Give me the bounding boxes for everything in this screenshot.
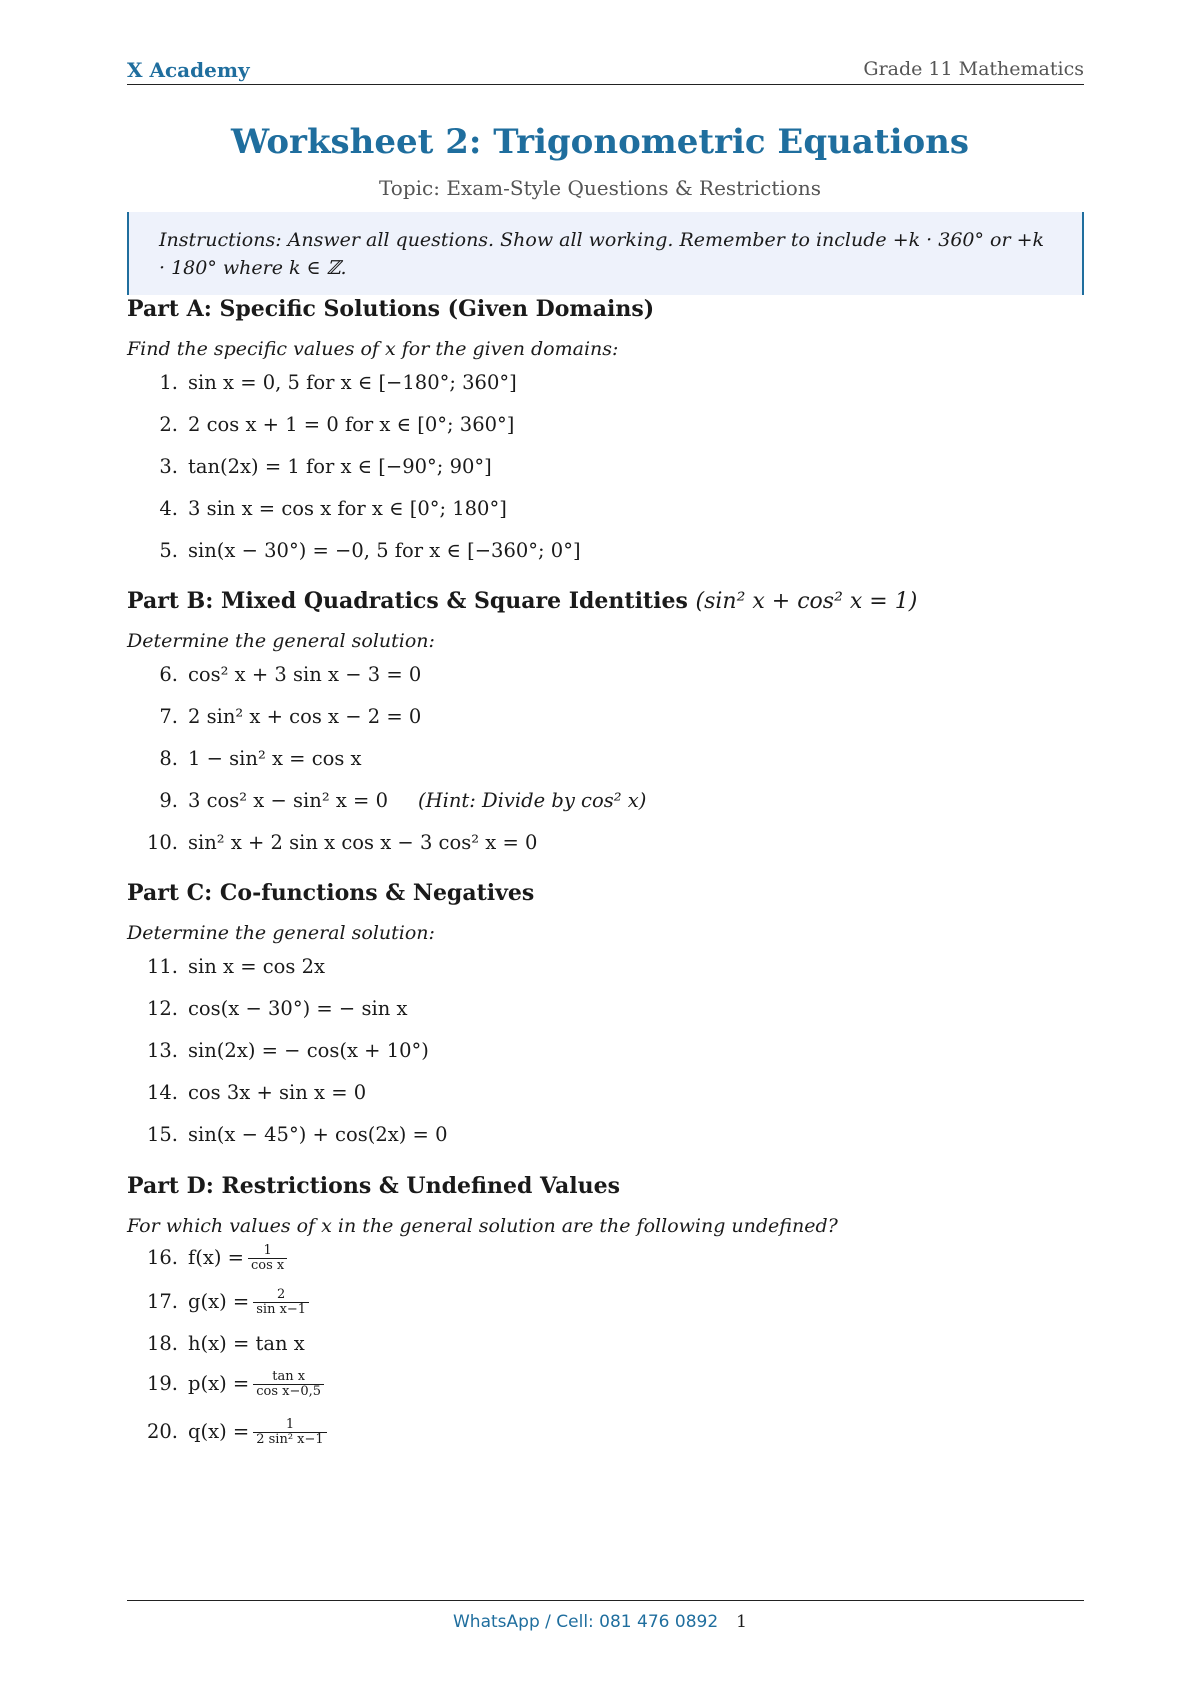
- question-text: 3 sin x = cos x for x ∈ [0°; 180°]: [188, 497, 507, 520]
- question-16: [140, 1244, 287, 1273]
- question-3: [140, 455, 492, 478]
- fraction: [253, 1370, 324, 1399]
- question-number: 15.: [146, 1123, 178, 1146]
- question-number: 16.: [146, 1246, 178, 1269]
- question-text: 2 cos x + 1 = 0 for x ∈ [0°; 360°]: [188, 413, 515, 436]
- denominator: cos x: [250, 1258, 285, 1273]
- question-18: [140, 1332, 305, 1355]
- part-c-heading: Part C: Co-functions & Negatives: [127, 880, 535, 906]
- instructions-box: [127, 212, 1084, 295]
- numerator: 1: [248, 1244, 287, 1259]
- question-text: sin(2x) = − cos(x + 10°): [188, 1039, 429, 1062]
- question-19: [140, 1370, 324, 1399]
- denominator: cos x−0,5: [256, 1384, 322, 1399]
- question-text: 2 sin² x + cos x − 2 = 0: [188, 705, 422, 728]
- course-name: Grade 11 Mathematics: [863, 58, 1084, 80]
- question-20: [140, 1418, 327, 1447]
- numerator: 2: [253, 1288, 309, 1303]
- page-header: [127, 58, 1084, 85]
- question-2: [140, 413, 514, 436]
- question-number: 13.: [146, 1039, 178, 1062]
- question-number: 12.: [146, 997, 178, 1020]
- part-b-heading-identity: (sin² x + cos² x = 1): [695, 589, 918, 614]
- question-1: [140, 371, 517, 394]
- question-6: [140, 663, 421, 686]
- function-lhs: g(x) =: [188, 1290, 250, 1313]
- part-d-lead: For which values of x in the general solution are the following undefined?: [127, 1215, 838, 1237]
- page-number: 1: [736, 1612, 747, 1632]
- question-number: 19.: [146, 1372, 178, 1395]
- part-c-lead: Determine the general solution:: [127, 922, 435, 944]
- question-number: 17.: [146, 1290, 178, 1313]
- question-number: 4.: [159, 497, 178, 520]
- denominator: 2 sin² x−1: [256, 1432, 324, 1447]
- question-text: sin² x + 2 sin x cos x − 3 cos² x = 0: [188, 831, 538, 854]
- question-number: 18.: [146, 1332, 178, 1355]
- part-b-heading: [127, 588, 917, 614]
- numerator: tan x: [253, 1370, 324, 1385]
- question-15: [140, 1123, 447, 1146]
- question-text: sin x = cos 2x: [188, 955, 326, 978]
- question-number: 8.: [159, 747, 178, 770]
- question-12: [140, 997, 407, 1020]
- function-lhs: p(x) =: [188, 1372, 250, 1395]
- question-number: 7.: [159, 705, 178, 728]
- question-9: [140, 789, 646, 812]
- question-number: 20.: [146, 1420, 178, 1443]
- worksheet-title: Worksheet 2: Trigonometric Equations: [230, 122, 970, 162]
- question-17: [140, 1288, 309, 1317]
- question-4: [140, 497, 507, 520]
- question-text: 3 cos² x − sin² x = 0: [188, 789, 388, 812]
- denominator: sin x−1: [256, 1302, 307, 1317]
- question-8: [140, 747, 362, 770]
- page-footer: [0, 1612, 1200, 1632]
- question-number: 1.: [159, 371, 178, 394]
- part-a-heading: Part A: Specific Solutions (Given Domains): [127, 296, 655, 322]
- question-10: [140, 831, 537, 854]
- function-lhs: q(x) =: [188, 1420, 250, 1443]
- part-b-heading-text: Part B: Mixed Quadratics & Square Identities: [127, 588, 688, 614]
- question-text: cos(x − 30°) = − sin x: [188, 997, 408, 1020]
- question-number: 9.: [159, 789, 178, 812]
- question-text: tan(2x) = 1 for x ∈ [−90°; 90°]: [188, 455, 492, 478]
- question-11: [140, 955, 325, 978]
- question-7: [140, 705, 421, 728]
- footer-contact: WhatsApp / Cell: 081 476 0892: [453, 1612, 719, 1632]
- question-number: 2.: [159, 413, 178, 436]
- fraction: [248, 1244, 287, 1273]
- question-number: 3.: [159, 455, 178, 478]
- question-text: sin x = 0, 5 for x ∈ [−180°; 360°]: [188, 371, 517, 394]
- question-text: sin(x − 45°) + cos(2x) = 0: [188, 1123, 448, 1146]
- question-text: cos 3x + sin x = 0: [188, 1081, 367, 1104]
- question-number: 14.: [146, 1081, 178, 1104]
- function-lhs: f(x) =: [188, 1246, 244, 1269]
- fraction: [253, 1288, 309, 1317]
- question-hint: (Hint: Divide by cos² x): [417, 789, 647, 812]
- numerator: 1: [253, 1418, 326, 1433]
- part-a-lead: Find the specific values of x for the given domains:: [127, 338, 619, 360]
- question-text: sin(x − 30°) = −0, 5 for x ∈ [−360°; 0°]: [188, 539, 581, 562]
- question-13: [140, 1039, 429, 1062]
- question-number: 6.: [159, 663, 178, 686]
- question-text: cos² x + 3 sin x − 3 = 0: [188, 663, 422, 686]
- question-14: [140, 1081, 366, 1104]
- question-5: [140, 539, 581, 562]
- brand-name: X Academy: [127, 58, 250, 82]
- question-number: 10.: [146, 831, 178, 854]
- question-text: h(x) = tan x: [188, 1332, 305, 1355]
- footer-divider: [127, 1600, 1084, 1601]
- part-d-heading: Part D: Restrictions & Undefined Values: [127, 1173, 621, 1199]
- instructions-text: Instructions: Answer all questions. Show all working. Remember to include +k · 360° or +k · 180° where k ∈ ℤ.: [159, 229, 1045, 279]
- question-number: 5.: [159, 539, 178, 562]
- worksheet-subtitle: Topic: Exam-Style Questions & Restrictions: [379, 176, 821, 200]
- question-number: 11.: [146, 955, 178, 978]
- fraction: [253, 1418, 326, 1447]
- part-b-lead: Determine the general solution:: [127, 630, 435, 652]
- question-text: 1 − sin² x = cos x: [188, 747, 362, 770]
